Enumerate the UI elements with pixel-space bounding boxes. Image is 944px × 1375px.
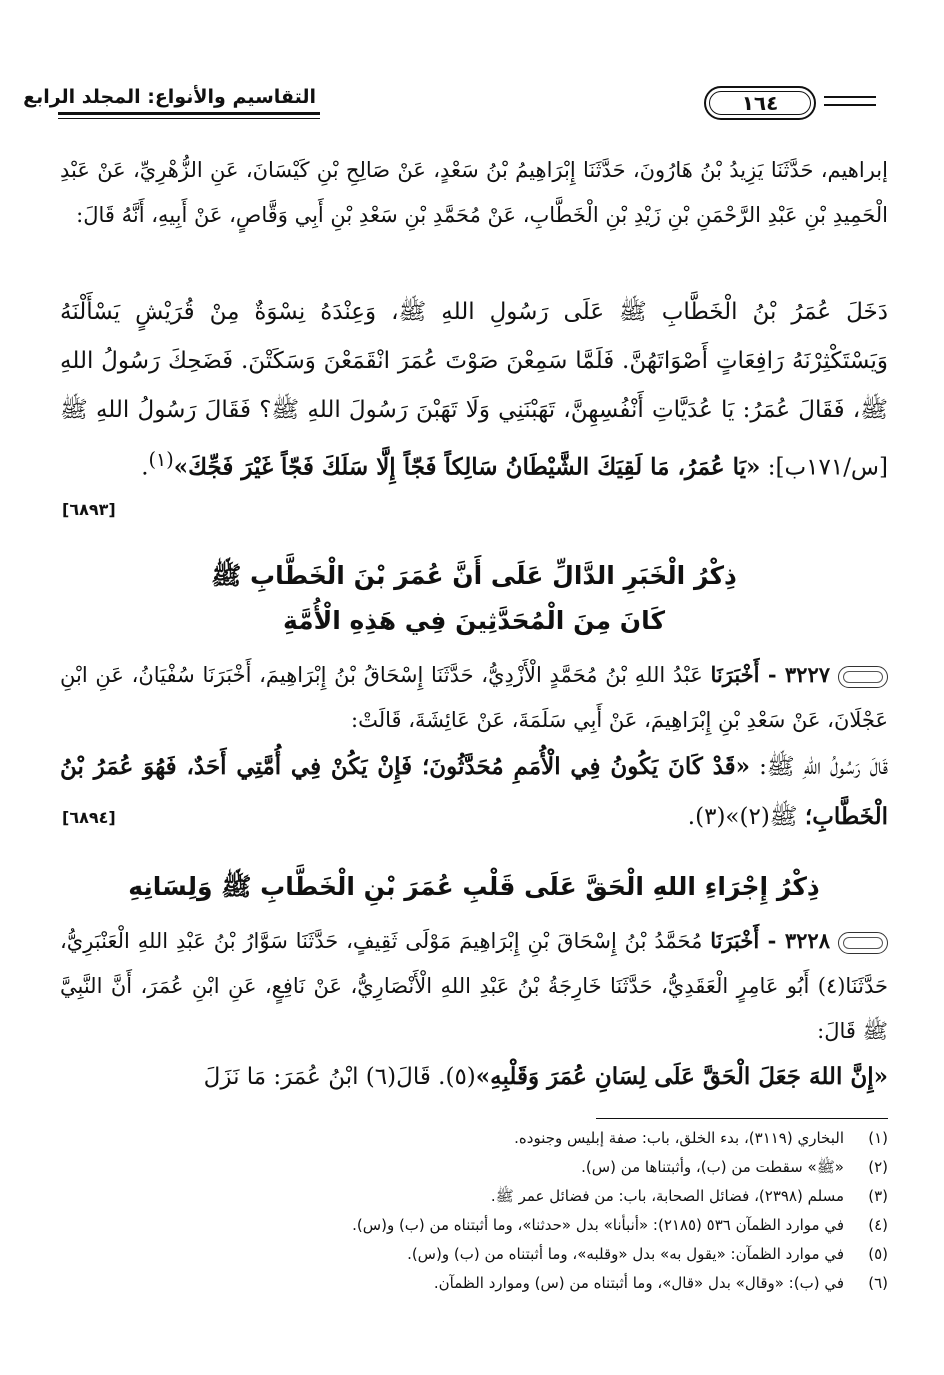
header-rule-thin xyxy=(58,118,320,119)
hadith-quote: «قَدْ كَانَ يَكُونُ فِي الْأُمَمِ مُحَدَّثُونَ؛ فَإِنْ يَكُنْ فِي أُمَّتِي أَحَدٌ، فَهُوَ عُمَرُ بْنُ الْخَطَّابِ؛ xyxy=(60,753,888,830)
khabar-ornament-icon xyxy=(838,932,888,954)
footnote: (٣) مسلم (٢٣٩٨)، فضائل الصحابة، باب: من فضائل عمر ﷺ. xyxy=(490,1187,888,1205)
page-number-frame xyxy=(704,86,816,120)
hadith-text xyxy=(60,742,888,842)
hadith-narration: دَخَلَ عُمَرُ بْنُ الْخَطَّابِ ﷺ عَلَى رَسُولِ اللهِ ﷺ، وَعِنْدَهُ نِسْوَةٌ مِنْ قُرَيْشٍ يَسْأَلْنَهُ وَيَسْتَكْثِرْنَهُ رَافِعَاتٍ أَصْوَاتَهُنَّ. فَلَمَّا سَمِعْنَ صَوْتَ عُمَرَ انْقَمَعْنَ وَسَكَتْنَ. فَضَحِكَ رَسُولُ اللهِ ﷺ، فَقَالَ عُمَرُ: يَا عُدَيَّاتِ أَنْفُسِهِنَّ، تَهَبْنَنِي وَلَا تَهَبْنَ رَسُولَ اللهِ ﷺ؟ فَقَالَ رَسُولُ اللهِ ﷺ [س/١٧١ب]: xyxy=(60,299,888,481)
hadith-text xyxy=(60,1052,888,1102)
hadith-number: ٣٢٢٧ - أَخْبَرَنَا xyxy=(710,662,831,687)
hadith-isnad xyxy=(60,918,888,1054)
hadith-continuation: (٥). قَالَ(٦) ابْنُ عُمَرَ: مَا نَزَلَ xyxy=(203,1064,476,1090)
footnote: (١) البخاري (٣١١٩)، بدء الخلق، باب: صفة إبليس وجنوده. xyxy=(514,1129,888,1147)
chapter-heading: ذِكْرُ إِجْرَاءِ اللهِ الْحَقَّ عَلَى قَلْبِ عُمَرَ بْنِ الْخَطَّابِ ﷺ وَلِسَانِهِ xyxy=(128,872,820,901)
footnote: (٢) «ﷺ» سقطت من (ب)، وأثبتناها من (س). xyxy=(581,1158,888,1176)
hadith-quote: «يَا عُمَرُ، مَا لَقِيَكَ الشَّيْطَانُ سَالِكاً فَجّاً إِلَّا سَلَكَ فَجّاً غَيْرَ فَجِّكَ» xyxy=(173,453,761,481)
isnad-text: عَبْدُ اللهِ بْنُ مُحَمَّدٍ الْأَزْدِيُّ، حَدَّثَنَا إِسْحَاقُ بْنُ إِبْرَاهِيمَ، أَخْبَرَنَا سُفْيَانُ، عَنِ ابْنِ عَجْلَانَ، عَنْ سَعْدِ بْنِ إِبْرَاهِيمَ، عَنْ أَبِي سَلَمَةَ، عَنْ عَائِشَةَ، قَالَتْ: xyxy=(60,663,888,732)
chapter-heading-line1: ذِكْرُ الْخَبَرِ الدَّالِّ عَلَى أَنَّ عُمَرَ بْنَ الْخَطَّابِ ﷺ xyxy=(211,561,737,590)
footnote-marker: (١) xyxy=(148,448,174,471)
isnad-text: مُحَمَّدُ بْنُ إِسْحَاقَ بْنِ إِبْرَاهِيمَ مَوْلَى ثَقِيفٍ، حَدَّثَنَا سَوَّارُ بْنُ عَبْدِ اللهِ الْعَنْبَرِيُّ، حَدَّثَنَا(٤) أَبُو عَامِرٍ الْعَقَدِيُّ، حَدَّثَنَا خَارِجَةُ بْنُ عَبْدِ اللهِ الْأَنْصَارِيُّ، عَنْ نَافِعٍ، عَنِ ابْنِ عُمَرَ، أَنَّ النَّبِيَّ ﷺ قَالَ: xyxy=(60,929,888,1043)
header-rule xyxy=(58,112,320,115)
footnote: (٦) في (ب): «وقال» بدل «قال»، وما أثبتناه من (س) وموارد الظمآن. xyxy=(433,1274,888,1292)
chapter-heading-line2: كَانَ مِنَ الْمُحَدَّثِينَ فِي هَذِهِ الْأُمَّةِ xyxy=(282,606,666,635)
hadith-tail: ﷺ(٢)»(٣). xyxy=(687,804,798,830)
hadith-number: ٣٢٢٨ - أَخْبَرَنَا xyxy=(710,928,830,953)
isnad-paragraph: إبراهيم، حَدَّثَنَا يَزِيدُ بْنُ هَارُونَ، حَدَّثَنَا إِبْرَاهِيمُ بْنُ سَعْدٍ، عَنْ صَالِحِ بْنِ كَيْسَانَ، عَنِ الزُّهْرِيِّ، عَنْ عَبْدِ الْحَمِيدِ بْنِ عَبْدِ الرَّحْمَنِ بْنِ زَيْدِ بْنِ الْخَطَّابِ، عَنْ مُحَمَّدِ بْنِ سَعْدِ بْنِ أَبِي وَقَّاصٍ، عَنْ أَبِيهِ، أَنَّهُ قَالَ: xyxy=(60,158,888,227)
header-ornament-lines xyxy=(824,96,876,112)
hadith-quote: «إِنَّ اللهَ جَعَلَ الْحَقَّ عَلَى لِسَانِ عُمَرَ وَقَلْبِهِ» xyxy=(475,1063,888,1090)
page-number: ١٦٤ xyxy=(741,91,779,115)
hadith-reference-number: [٦٨٩٣] xyxy=(62,500,116,519)
hadith-text: دَخَلَ عُمَرُ بْنُ الْخَطَّابِ ﷺ عَلَى رَسُولِ اللهِ ﷺ، وَعِنْدَهُ نِسْوَةٌ مِنْ قُرَيْشٍ يَسْأَلْنَهُ وَيَسْتَكْثِرْنَهُ رَافِعَاتٍ أَصْوَاتَهُنَّ. فَلَمَّا سَمِعْنَ صَوْتَ عُمَرَ انْقَمَعْنَ وَسَكَتْنَ. فَضَحِكَ رَسُولُ اللهِ ﷺ، فَقَالَ عُمَرُ: يَا عُدَيَّاتِ أَنْفُسِهِنَّ، تَهَبْنَنِي وَلَا تَهَبْنَ رَسُولَ اللهِ ﷺ؟ فَقَالَ رَسُولُ اللهِ ﷺ [س/١٧١ب]: «يَا عُمَرُ، مَا لَقِيَكَ الشَّيْطَانُ سَالِكاً فَجّاً إِلَّا سَلَكَ فَجّاً غَيْرَ فَجِّكَ»$^{(١)}$. xyxy=(60,299,888,481)
hadith-isnad xyxy=(60,652,888,743)
khabar-ornament-icon xyxy=(838,666,888,688)
running-title: التقاسيم والأنواع: المجلد الرابع xyxy=(23,86,316,108)
footnotes xyxy=(58,1124,888,1298)
footnote: (٤) في موارد الظمآن ٥٣٦ (٢١٨٥): «أنبأنا» بدل «حدثنا»، وما أثبتناه من (ب) و(س). xyxy=(352,1216,888,1234)
footnote: (٥) في موارد الظمآن: «يقول به» بدل «وقلبه»، وما أثبتناه من (ب) و(س). xyxy=(407,1245,888,1263)
hadith-reference-number: [٦٨٩٤] xyxy=(62,808,116,827)
hadith-narration: قَالَ رَسُولُ اللهِ ﷺ: xyxy=(759,754,889,780)
footnote-rule xyxy=(596,1118,888,1119)
